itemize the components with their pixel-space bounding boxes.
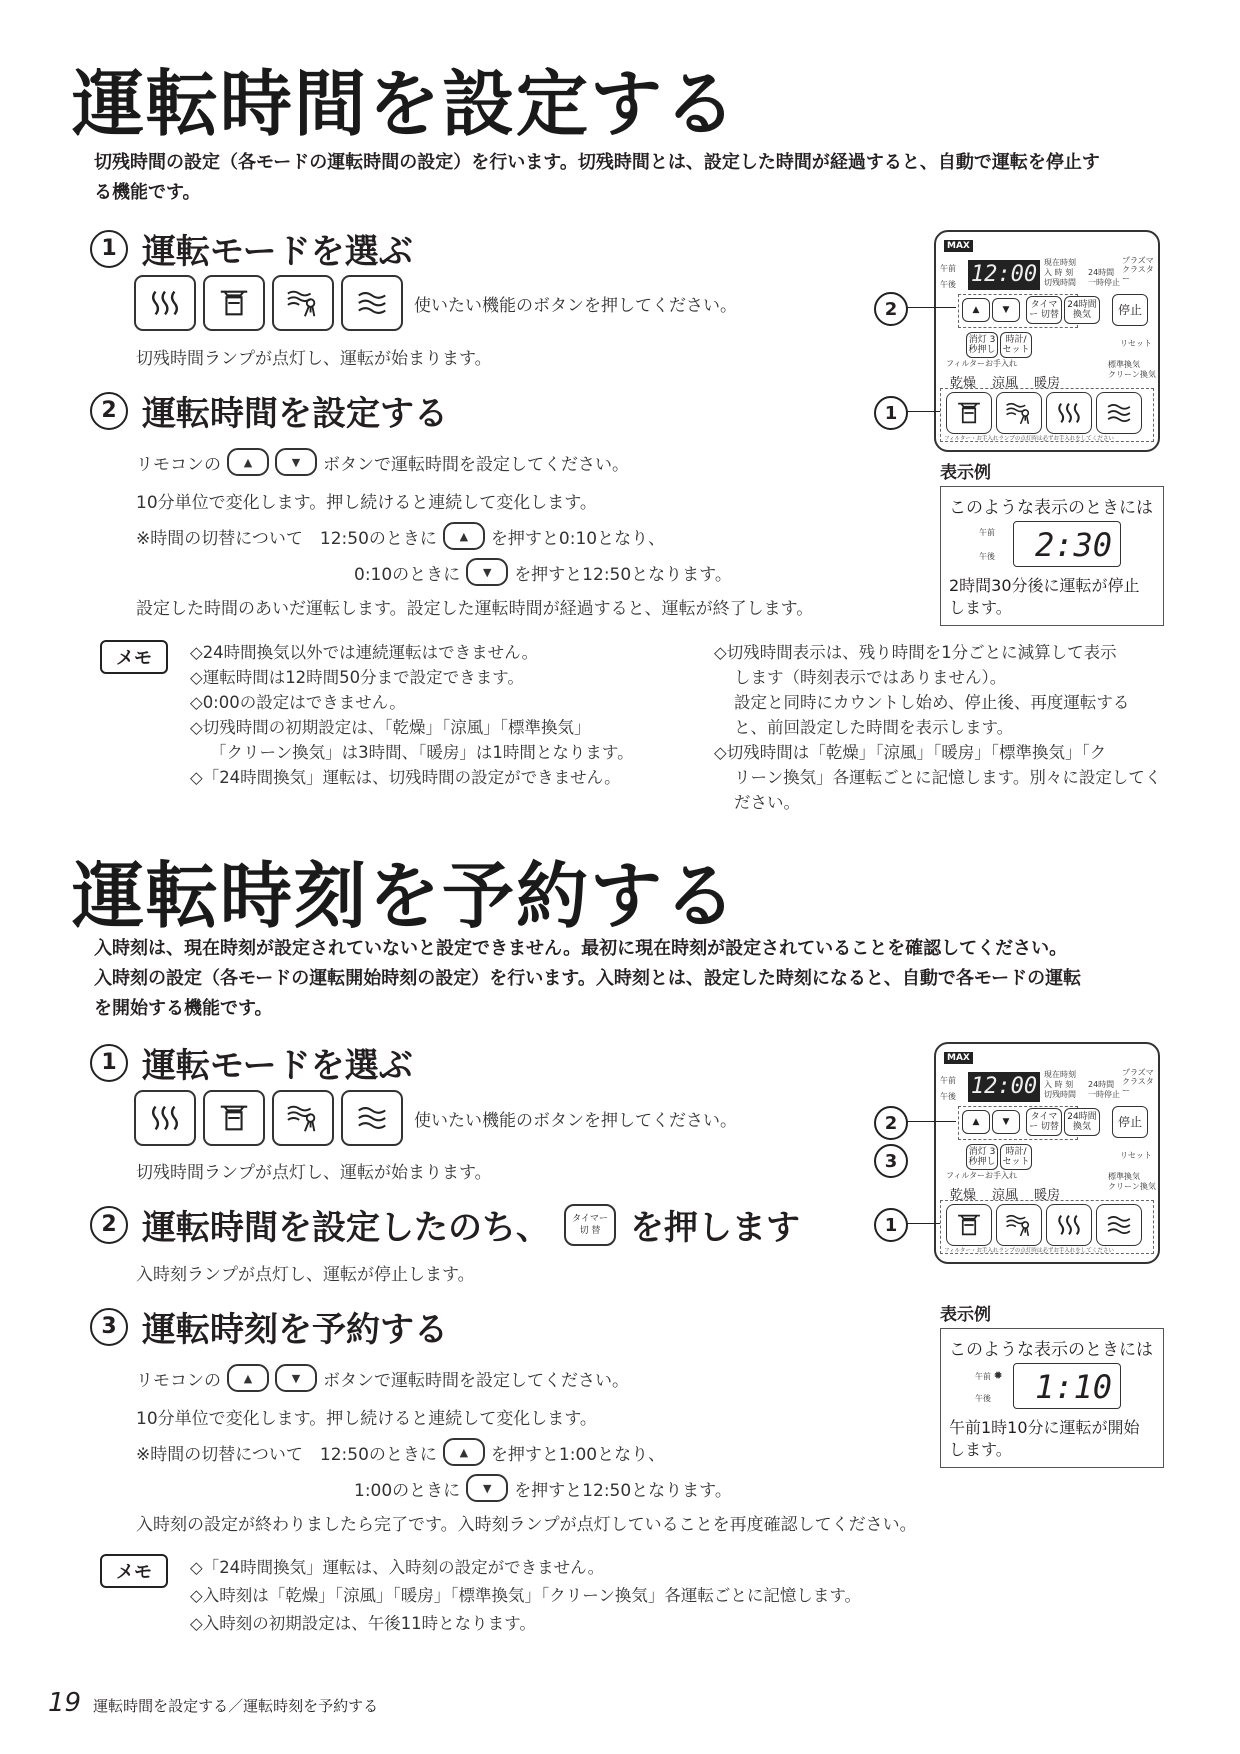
remote-up-button[interactable]: ▲ — [962, 298, 990, 322]
memo-item: ◇入時刻は「乾燥」「涼風」「暖房」「標準換気」「クリーン換気」各運転ごとに記憶します。 — [190, 1586, 862, 1605]
remote-clock-button[interactable]: 時計/ セット — [1000, 1144, 1032, 1170]
remote-stop-button[interactable]: 停止 — [1112, 294, 1148, 326]
pm-label: 午後 — [979, 552, 995, 561]
remote-24h-button[interactable]: 24時間 換気 — [1064, 1108, 1100, 1136]
heat-icon — [1053, 399, 1085, 427]
example-time: 1:10 — [1013, 1363, 1121, 1409]
text: ボタンで運転時間を設定してください。 — [323, 454, 629, 475]
memo-item: ◇運転時間は12時間50分まで設定できます。 — [190, 668, 524, 687]
example-label: 表示例 — [940, 1305, 991, 1325]
step-number: 1 — [90, 230, 128, 268]
pm-label: 午後 — [940, 280, 956, 289]
am-label: 午前 — [940, 264, 956, 273]
text: ※時間の切替について 12:50のときに — [136, 1444, 437, 1465]
plasma-label: プラズマ クラスター — [1122, 256, 1154, 283]
s1-step1-heading — [90, 224, 413, 273]
filter-note: フィルター・お手入れランプの点灯時は必ずお手入れをしてください — [944, 436, 1114, 442]
section2-intro: 入時刻は、現在時刻が設定されていないと設定できません。最初に現在時刻が設定されていることを確認してください。 入時刻の設定（各モードの運転開始時刻の設定）を行います。入時刻とは、設定した時刻になると、自動で各モードの運転 を開始する機能です。 — [94, 938, 1082, 1019]
remote-vent-button[interactable] — [1096, 392, 1142, 434]
cool-breeze-icon — [1003, 399, 1035, 427]
am-label: 午前 — [940, 1076, 956, 1085]
dry-icon — [215, 1101, 253, 1135]
dry-button[interactable] — [203, 275, 265, 331]
remote-light-button[interactable]: 消灯 3秒押し — [966, 332, 998, 358]
reset-label: リセット — [1120, 1151, 1152, 1160]
step-number: 3 — [90, 1308, 128, 1346]
lamp-on-icon: ✹ — [993, 1369, 1003, 1382]
example-label: 表示例 — [940, 463, 991, 483]
remote-stop-button[interactable]: 停止 — [1112, 1106, 1148, 1138]
vent-button[interactable] — [341, 1090, 403, 1146]
s1-step2-line1 — [136, 448, 629, 476]
callout-1: 1 — [874, 396, 908, 430]
text: を押すと12:50となります。 — [514, 1480, 732, 1501]
leader-line — [906, 307, 956, 308]
s2-step1-heading — [90, 1038, 413, 1087]
text: 0:10のときに — [354, 564, 461, 585]
remote-vent-button[interactable] — [1096, 1204, 1142, 1246]
down-arrow-icon: ▼ — [466, 558, 508, 586]
step-title: 運転時間を設定する — [142, 394, 448, 434]
s2-mode-buttons — [134, 1090, 737, 1146]
pm-label: 午後 — [940, 1092, 956, 1101]
memo-item: 「クリーン換気」は3時間、「暖房」は1時間となります。 — [210, 743, 634, 762]
am-label: 午前 — [979, 528, 995, 537]
s1-step2-line4 — [354, 558, 732, 586]
s2-step3-heading — [90, 1302, 448, 1351]
section1-intro: 切残時間の設定（各モードの運転時間の設定）を行います。切残時間とは、設定した時間が経過すると、自動で運転を停止す る機能です。 — [94, 152, 1100, 203]
example-caption: 2時間30分後に運転が停止 します。 — [949, 576, 1140, 617]
cool-button[interactable] — [272, 1090, 334, 1146]
lcd-display: 12:00 — [968, 260, 1040, 290]
dry-icon — [953, 1211, 985, 1239]
page-number: 19 — [48, 1688, 82, 1718]
text: ※時間の切替について 12:50のときに — [136, 528, 437, 549]
heat-icon — [146, 1101, 184, 1135]
step-title: 運転モードを選ぶ — [142, 232, 413, 272]
am-label: 午前 ✹ — [975, 1369, 1003, 1382]
memo-label: メモ — [100, 640, 168, 674]
pm-label: 午後 — [975, 1394, 991, 1403]
callout-3: 3 — [874, 1144, 908, 1178]
memo-item: リーン換気」各運転ごとに記憶します。別々に設定してく — [734, 768, 1162, 787]
dry-icon — [953, 399, 985, 427]
example-caption: 午前1時10分に運転が開始 します。 — [949, 1418, 1140, 1459]
up-arrow-icon: ▲ — [443, 522, 485, 550]
s1-mode-buttons — [134, 275, 737, 331]
plasma-label: プラズマ クラスター — [1122, 1068, 1154, 1095]
step-title: 運転時刻を予約する — [142, 1310, 448, 1350]
mode-button-text: 使いたい機能のボタンを押してください。 — [414, 1110, 737, 1131]
memo-label: メモ — [100, 1554, 168, 1588]
example-head: このような表示のときには — [949, 1340, 1153, 1360]
mode-labels: 乾燥 涼風 暖房 — [950, 1188, 1061, 1203]
text: を押すと1:00となり、 — [490, 1444, 666, 1465]
s1-step2-heading — [90, 386, 448, 435]
footer — [48, 1688, 378, 1718]
filter-label: フィルターお手入れ — [946, 1171, 1018, 1180]
vent-button[interactable] — [341, 275, 403, 331]
footer-text: 運転時間を設定する／運転時刻を予約する — [93, 1697, 379, 1715]
callout-2: 2 — [874, 1106, 908, 1140]
text: リモコンの — [136, 454, 221, 475]
remote-down-button[interactable]: ▼ — [992, 1110, 1020, 1134]
text: ボタンで運転時間を設定してください。 — [323, 1370, 629, 1391]
memo-item: ◇切残時間表示は、残り時間を1分ごとに減算して表示 — [714, 643, 1117, 662]
step-title: 運転モードを選ぶ — [142, 1046, 413, 1086]
s2-step3-line1 — [136, 1364, 629, 1392]
mode-labels: 乾燥 涼風 暖房 — [950, 376, 1061, 391]
s2-step2-heading — [90, 1200, 800, 1249]
memo-item: ◇切残時間の初期設定は、「乾燥」「涼風」「標準換気」 — [190, 718, 591, 737]
mode-button-text: 使いたい機能のボタンを押してください。 — [414, 295, 737, 316]
step-title: 運転時間を設定したのち、 — [142, 1208, 550, 1248]
reset-label: リセット — [1120, 339, 1152, 348]
remote-heat-button[interactable] — [1046, 392, 1092, 434]
memo-left-list — [190, 640, 634, 790]
lcd-display: 12:00 — [968, 1072, 1040, 1102]
cool-button[interactable] — [272, 275, 334, 331]
heat-icon — [146, 286, 184, 320]
remote-dry-button[interactable] — [946, 392, 992, 434]
memo-item: ◇「24時間換気」運転は、切残時間の設定ができません。 — [190, 768, 621, 787]
example-time: 2:30 — [1013, 521, 1121, 567]
cool-breeze-icon — [1003, 1211, 1035, 1239]
dry-button[interactable] — [203, 1090, 265, 1146]
s1-step2-line3 — [136, 522, 665, 550]
s2-step1-note: 切残時間ランプが点灯し、運転が始まります。 — [136, 1163, 492, 1183]
step-number: 1 — [90, 1044, 128, 1082]
display-example-1 — [940, 486, 1164, 626]
vent-labels: 標準換気 クリーン換気 — [1108, 1172, 1156, 1191]
remote-timer-button[interactable]: タイマー 切替 — [1026, 296, 1062, 324]
s2-step2-note: 入時刻ランプが点灯し、運転が停止します。 — [136, 1265, 475, 1285]
brand-logo: MAX — [944, 1052, 973, 1064]
memo-item: ◇「24時間換気」運転は、入時刻の設定ができません。 — [190, 1558, 605, 1577]
ventilation-icon — [353, 1101, 391, 1135]
leader-line — [906, 411, 940, 412]
step-number: 2 — [90, 1206, 128, 1244]
s2-step3-line4 — [354, 1474, 732, 1502]
s1-step2-line2: 10分単位で変化します。押し続けると連続して変化します。 — [136, 493, 597, 513]
s2-step3-line5: 入時刻の設定が終わりましたら完了です。入時刻ランプが点灯していることを再度確認してください。 — [136, 1515, 917, 1535]
callout-1: 1 — [874, 1208, 908, 1242]
memo-item: 設定と同時にカウントし始め、停止後、再度運転する — [734, 693, 1130, 712]
down-arrow-icon: ▼ — [466, 1474, 508, 1502]
text: 1:00のときに — [354, 1480, 461, 1501]
memo-item: ◇0:00の設定はできません。 — [190, 693, 406, 712]
leader-line — [906, 1121, 956, 1122]
vent-labels: 標準換気 クリーン換気 — [1108, 360, 1156, 379]
s2-step3-line2: 10分単位で変化します。押し続けると連続して変化します。 — [136, 1409, 597, 1429]
section2-title: 運転時刻を予約する — [72, 854, 739, 938]
filter-label: フィルターお手入れ — [946, 359, 1018, 368]
remote-illustration-1 — [934, 230, 1160, 452]
dry-icon — [215, 286, 253, 320]
memo-item: ◇切残時間は「乾燥」「涼風」「暖房」「標準換気」「ク — [714, 743, 1107, 762]
remote-cool-button[interactable] — [996, 392, 1042, 434]
ventilation-icon — [353, 286, 391, 320]
s1-step2-line5: 設定した時間のあいだ運転します。設定した運転時間が経過すると、運転が終了します。 — [136, 599, 814, 619]
down-arrow-icon: ▼ — [275, 448, 317, 476]
memo-item: と、前回設定した時間を表示します。 — [734, 718, 1014, 737]
remote-clock-button[interactable]: 時計/ セット — [1000, 332, 1032, 358]
timer-switch-icon: タイマー 切 替 — [564, 1204, 616, 1246]
brand-logo: MAX — [944, 240, 973, 252]
memo-item: ◇24時間換気以外では連続運転はできません。 — [190, 643, 539, 662]
ventilation-icon — [1103, 1211, 1135, 1239]
remote-dry-button[interactable] — [946, 1204, 992, 1246]
s2-step3-line3 — [136, 1438, 665, 1466]
remote-illustration-2 — [934, 1042, 1160, 1264]
lamp-labels: 現在時刻 入 時 刻 切残時間 — [1044, 258, 1076, 287]
step-number: 2 — [90, 392, 128, 430]
lamp-labels-right: 24時間 一時停止 — [1088, 1080, 1120, 1099]
remote-down-button[interactable]: ▼ — [992, 298, 1020, 322]
cool-breeze-icon — [284, 286, 322, 320]
example-head: このような表示のときには — [949, 498, 1153, 518]
memo-list — [190, 1554, 861, 1638]
section1-title: 運転時間を設定する — [72, 62, 739, 146]
ventilation-icon — [1103, 399, 1135, 427]
remote-up-button[interactable]: ▲ — [962, 1110, 990, 1134]
text: を押すと0:10となり、 — [490, 528, 666, 549]
memo-right-list — [714, 640, 1161, 815]
up-arrow-icon: ▲ — [227, 448, 269, 476]
step-title-post: を押します — [630, 1208, 800, 1248]
text: リモコンの — [136, 1370, 221, 1391]
lamp-labels-right: 24時間 一時停止 — [1088, 268, 1120, 287]
s1-step1-note: 切残時間ランプが点灯し、運転が始まります。 — [136, 349, 492, 369]
leader-line — [906, 1223, 940, 1224]
up-arrow-icon: ▲ — [443, 1438, 485, 1466]
memo-item: ださい。 — [734, 793, 800, 812]
remote-24h-button[interactable]: 24時間 換気 — [1064, 296, 1100, 324]
remote-heat-button[interactable] — [1046, 1204, 1092, 1246]
heat-button[interactable] — [134, 1090, 196, 1146]
lamp-labels: 現在時刻 入 時 刻 切残時間 — [1044, 1070, 1076, 1099]
memo-item: ◇入時刻の初期設定は、午後11時となります。 — [190, 1614, 536, 1633]
memo-item: します（時刻表示ではありません）。 — [734, 668, 1007, 687]
display-example-2 — [940, 1328, 1164, 1468]
remote-cool-button[interactable] — [996, 1204, 1042, 1246]
heat-button[interactable] — [134, 275, 196, 331]
up-arrow-icon: ▲ — [227, 1364, 269, 1392]
remote-light-button[interactable]: 消灯 3秒押し — [966, 1144, 998, 1170]
cool-breeze-icon — [284, 1101, 322, 1135]
text: を押すと12:50となります。 — [514, 564, 732, 585]
heat-icon — [1053, 1211, 1085, 1239]
filter-note: フィルター・お手入れランプの点灯時は必ずお手入れをしてください — [944, 1248, 1114, 1254]
down-arrow-icon: ▼ — [275, 1364, 317, 1392]
remote-timer-button[interactable]: タイマー 切替 — [1026, 1108, 1062, 1136]
callout-2: 2 — [874, 292, 908, 326]
